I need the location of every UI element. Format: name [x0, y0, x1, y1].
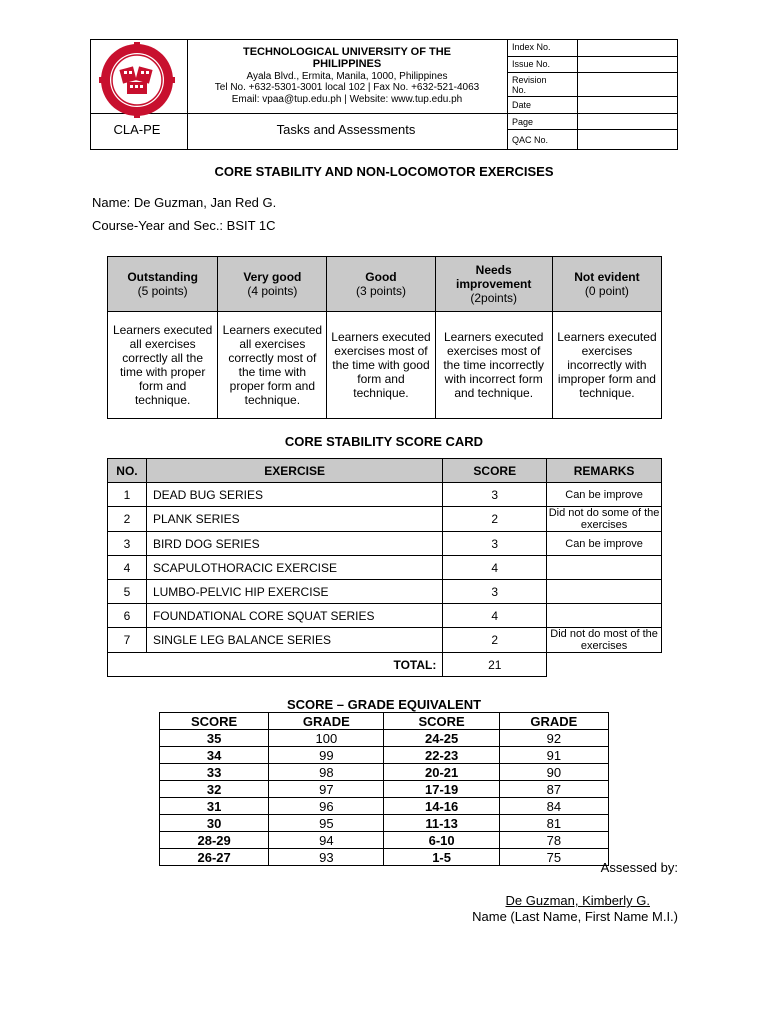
table-row — [108, 483, 662, 507]
rubric-desc: Learners executed exercises most of the time incorrectly with incorrect form and technique. — [435, 312, 552, 419]
row-remarks: Can be improve — [547, 532, 662, 556]
divider — [507, 129, 678, 130]
grade-cell: 93 — [269, 849, 384, 866]
row-no: 1 — [108, 483, 147, 507]
table-row — [108, 507, 662, 532]
row-exercise: LUMBO-PELVIC HIP EXERCISE — [146, 580, 442, 604]
row-score: 4 — [443, 604, 547, 628]
row-exercise: SINGLE LEG BALANCE SERIES — [146, 628, 442, 653]
university-phone: Tel No. +632-5301-3001 local 102 | Fax No. +632-521-4063 — [214, 82, 480, 93]
university-email: Email: vpaa@tup.edu.ph | Website: www.tup.edu.ph — [231, 94, 463, 105]
table-row — [108, 532, 662, 556]
grade-header-row — [160, 713, 609, 730]
grade-cell: 90 — [499, 764, 608, 781]
row-no: 6 — [108, 604, 147, 628]
grade-cell: 92 — [499, 730, 608, 747]
table-row — [160, 764, 609, 781]
grade-cell: 96 — [269, 798, 384, 815]
grade-cell: 98 — [269, 764, 384, 781]
grade-cell: 100 — [269, 730, 384, 747]
university-address: Ayala Blvd., Ermita, Manila, 1000, Philippines — [246, 71, 448, 82]
score-cell: 31 — [160, 798, 269, 815]
grade-equivalent-title: SCORE – GRADE EQUIVALENT — [286, 697, 482, 712]
col-header: GRADE — [269, 713, 384, 730]
row-no: 3 — [108, 532, 147, 556]
row-remarks: Did not do some of the exercises — [547, 507, 662, 532]
assessed-by-label: Assessed by: — [600, 860, 678, 875]
rubric-desc-row — [108, 312, 662, 419]
score-cell: 35 — [160, 730, 269, 747]
score-cell: 17-19 — [384, 781, 499, 798]
col-header: SCORE — [443, 459, 547, 483]
scorecard-title: CORE STABILITY SCORE CARD — [284, 434, 484, 449]
scorecard-header-row — [108, 459, 662, 483]
row-exercise: FOUNDATIONAL CORE SQUAT SERIES — [146, 604, 442, 628]
page-title: CORE STABILITY AND NON-LOCOMOTOR EXERCISES — [214, 164, 554, 179]
total-label: TOTAL: — [108, 653, 443, 677]
rubric-header-row — [108, 257, 662, 312]
meta-qac-label: QAC No. — [512, 135, 549, 145]
row-remarks — [547, 580, 662, 604]
grade-cell: 78 — [499, 832, 608, 849]
scorecard-table — [107, 458, 662, 677]
grade-cell: 91 — [499, 747, 608, 764]
score-cell: 22-23 — [384, 747, 499, 764]
table-row — [160, 815, 609, 832]
table-row — [160, 747, 609, 764]
student-course: Course-Year and Sec.: BSIT 1C — [92, 218, 276, 233]
meta-page-label: Page — [512, 117, 534, 127]
score-cell: 1-5 — [384, 849, 499, 866]
grade-cell: 87 — [499, 781, 608, 798]
score-cell: 26-27 — [160, 849, 269, 866]
grade-cell: 84 — [499, 798, 608, 815]
row-no: 4 — [108, 556, 147, 580]
meta-issue-label: Issue No. — [512, 59, 551, 69]
col-header: SCORE — [160, 713, 269, 730]
row-score: 2 — [443, 507, 547, 532]
total-row — [108, 653, 662, 677]
table-row — [160, 730, 609, 747]
rubric-desc: Learners executed exercises incorrectly with improper form and technique. — [552, 312, 661, 419]
row-score: 4 — [443, 556, 547, 580]
score-cell: 32 — [160, 781, 269, 798]
score-cell: 28-29 — [160, 832, 269, 849]
col-header: GRADE — [499, 713, 608, 730]
tup-logo — [99, 42, 175, 118]
table-row — [108, 556, 662, 580]
rubric-table — [107, 256, 662, 419]
meta-date-label: Date — [512, 100, 532, 110]
table-row — [160, 832, 609, 849]
table-row — [160, 781, 609, 798]
score-cell: 30 — [160, 815, 269, 832]
row-score: 3 — [443, 532, 547, 556]
row-score: 3 — [443, 580, 547, 604]
total-value: 21 — [443, 653, 547, 677]
score-cell: 11-13 — [384, 815, 499, 832]
rubric-desc: Learners executed exercises most of the time with good form and technique. — [327, 312, 435, 419]
meta-revision-label: Revision No. — [512, 75, 547, 95]
assessor-name: De Guzman, Kimberly G. — [505, 893, 650, 908]
score-cell: 6-10 — [384, 832, 499, 849]
score-cell: 33 — [160, 764, 269, 781]
col-header: REMARKS — [547, 459, 662, 483]
row-score: 3 — [443, 483, 547, 507]
row-remarks: Can be improve — [547, 483, 662, 507]
rubric-header: Good (3 points) — [327, 257, 435, 312]
row-score: 2 — [443, 628, 547, 653]
row-exercise: BIRD DOG SERIES — [146, 532, 442, 556]
col-header: NO. — [108, 459, 147, 483]
university-name: TECHNOLOGICAL UNIVERSITY OF THE PHILIPPINES — [243, 46, 451, 70]
table-row — [108, 628, 662, 653]
row-exercise: SCAPULOTHORACIC EXERCISE — [146, 556, 442, 580]
rubric-desc: Learners executed all exercises correctly all the time with proper form and technique. — [108, 312, 218, 419]
rubric-desc: Learners executed all exercises correctly most of the time with proper form and technique. — [218, 312, 327, 419]
row-exercise: DEAD BUG SERIES — [146, 483, 442, 507]
grade-cell: 94 — [269, 832, 384, 849]
score-cell: 24-25 — [384, 730, 499, 747]
divider — [507, 96, 678, 97]
grade-cell: 97 — [269, 781, 384, 798]
meta-index-label: Index No. — [512, 42, 551, 52]
row-no: 2 — [108, 507, 147, 532]
rubric-header: Very good (4 points) — [218, 257, 327, 312]
course-code: CLA-PE — [113, 122, 161, 137]
row-no: 7 — [108, 628, 147, 653]
row-exercise: PLANK SERIES — [146, 507, 442, 532]
table-row — [108, 580, 662, 604]
row-remarks — [547, 604, 662, 628]
rubric-header: Needs improvement (2points) — [435, 257, 552, 312]
divider — [187, 113, 678, 114]
table-row — [160, 849, 609, 866]
rubric-header: Not evident (0 point) — [552, 257, 661, 312]
grade-equivalent-table — [159, 712, 609, 866]
grade-cell: 75 — [499, 849, 608, 866]
row-no: 5 — [108, 580, 147, 604]
document-type: Tasks and Assessments — [276, 122, 416, 137]
row-remarks: Did not do most of the exercises — [547, 628, 662, 653]
score-cell: 20-21 — [384, 764, 499, 781]
divider — [507, 56, 678, 57]
divider — [507, 72, 678, 73]
table-row — [108, 604, 662, 628]
assessor-name-caption: Name (Last Name, First Name M.I.) — [472, 909, 678, 924]
student-name: Name: De Guzman, Jan Red G. — [92, 195, 277, 210]
score-cell: 34 — [160, 747, 269, 764]
row-remarks — [547, 556, 662, 580]
grade-cell: 81 — [499, 815, 608, 832]
score-cell: 14-16 — [384, 798, 499, 815]
total-remarks — [547, 653, 662, 677]
grade-cell: 99 — [269, 747, 384, 764]
table-row — [160, 798, 609, 815]
col-header: EXERCISE — [146, 459, 442, 483]
col-header: SCORE — [384, 713, 499, 730]
rubric-header: Outstanding (5 points) — [108, 257, 218, 312]
grade-cell: 95 — [269, 815, 384, 832]
